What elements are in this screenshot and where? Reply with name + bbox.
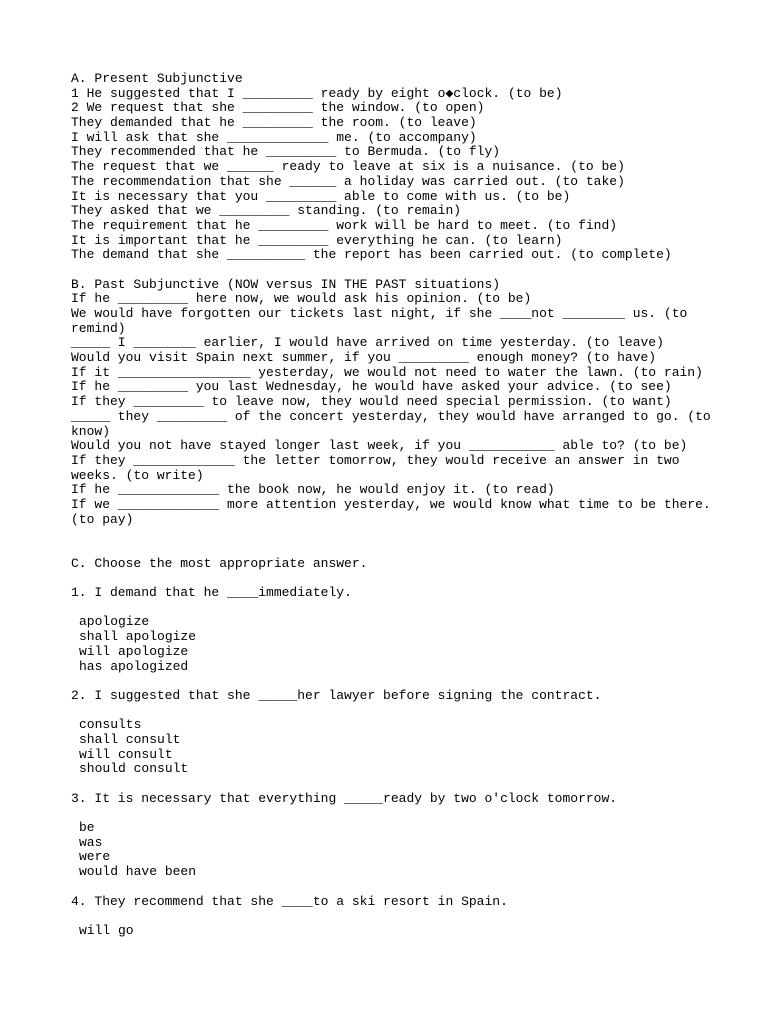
exercise-line: The requirement that he _________ work will be hard to meet. (to find)	[71, 217, 618, 233]
exercise-line: 2 We request that she _________ the window. (to open)	[71, 100, 485, 116]
exercise-line: _____ I ________ earlier, I would have arrived on time yesterday. (to leave)	[71, 335, 664, 351]
worksheet	[71, 71, 711, 939]
exercise-line: _____ they _________ of the concert yesterday, they would have arranged to go. (to	[71, 408, 711, 424]
question-1	[71, 586, 701, 674]
exercise-line: The recommendation that she ______ a holiday was carried out. (to take)	[71, 173, 625, 189]
exercise-line: weeks. (to write)	[71, 467, 204, 483]
exercise-line: They demanded that he _________ the room. (to leave)	[71, 115, 477, 131]
answer-option: shall apologize	[79, 629, 197, 645]
exercise-line: If it _________________ yesterday, we would not need to water the lawn. (to rain)	[71, 364, 703, 380]
exercise-line: If he _________ here now, we would ask his opinion. (to be)	[71, 291, 532, 307]
section-c-heading: C. Choose the most appropriate answer.	[71, 555, 368, 571]
question-4	[71, 895, 701, 939]
exercise-line: If they _________ to leave now, they would need special permission. (to want)	[71, 394, 672, 410]
question-2	[71, 689, 701, 777]
answer-option: were	[79, 849, 111, 865]
answer-option: apologize	[79, 614, 150, 630]
spacer	[71, 777, 701, 792]
exercise-line: The request that we ______ ready to leave at six is a nuisance. (to be)	[71, 159, 625, 175]
exercise-line: It is necessary that you _________ able to come with us. (to be)	[71, 188, 571, 204]
question-text: 2. I suggested that she _____her lawyer before signing the contract.	[71, 687, 602, 703]
exercise-line: (to pay)	[71, 511, 134, 527]
section-c	[71, 557, 701, 939]
spacer	[71, 263, 701, 278]
exercise-line: We would have forgotten our tickets last night, if she ____not ________ us. (to	[71, 306, 688, 321]
exercise-line: remind)	[71, 320, 126, 336]
question-text: 1. I demand that he ____immediately.	[71, 585, 352, 601]
exercise-line: If they _____________ the letter tomorrow, they would receive an answer in two	[71, 452, 680, 468]
exercise-line: 1 He suggested that I _________ ready by eight o◆clock. (to be)	[71, 85, 563, 101]
question-3	[71, 792, 701, 880]
answer-option: would have been	[79, 864, 197, 880]
section-b-heading: B. Past Subjunctive (NOW versus IN THE PAST situations)	[71, 276, 501, 292]
answer-option: shall consult	[79, 731, 181, 747]
spacer	[71, 674, 701, 689]
exercise-line: Would you visit Spain next summer, if you _________ enough money? (to have)	[71, 350, 657, 366]
answer-option: will apologize	[79, 643, 189, 659]
exercise-line: I will ask that she _____________ me. (to accompany)	[71, 129, 477, 145]
section-b	[71, 276, 711, 528]
exercise-line: If he _________ you last Wednesday, he would have asked your advice. (to see)	[71, 379, 672, 395]
spacer	[71, 704, 701, 719]
question-text: 3. It is necessary that everything _____ready by two o'clock tomorrow.	[71, 790, 618, 806]
exercise-line: Would you not have stayed longer last week, if you ___________ able to? (to be)	[71, 438, 688, 454]
question-text: 4. They recommend that she ____to a ski resort in Spain.	[71, 893, 508, 909]
answer-option: should consult	[79, 761, 189, 777]
answer-option: was	[79, 834, 103, 850]
spacer	[71, 880, 701, 895]
spacer	[71, 527, 701, 556]
exercise-line: The demand that she __________ the report has been carried out. (to complete)	[71, 247, 672, 263]
answer-option: has apologized	[79, 658, 189, 674]
spacer	[71, 806, 701, 821]
answer-option: will consult	[79, 746, 173, 762]
section-a-heading: A. Present Subjunctive	[71, 71, 243, 86]
answer-option: be	[79, 820, 95, 836]
exercise-line: It is important that he _________ everything he can. (to learn)	[71, 232, 563, 248]
exercise-line: If he _____________ the book now, he would enjoy it. (to read)	[71, 482, 555, 498]
exercise-line: They recommended that he _________ to Bermuda. (to fly)	[71, 144, 501, 160]
section-a	[71, 72, 701, 263]
exercise-line: know)	[71, 423, 111, 439]
answer-option: consults	[79, 717, 142, 733]
answer-option: will go	[79, 922, 134, 938]
exercise-line: They asked that we _________ standing. (to remain)	[71, 203, 462, 219]
spacer	[71, 601, 701, 616]
spacer	[71, 909, 701, 924]
exercise-line: If we _____________ more attention yesterday, we would know what time to be there.	[71, 496, 711, 512]
spacer	[71, 571, 701, 586]
